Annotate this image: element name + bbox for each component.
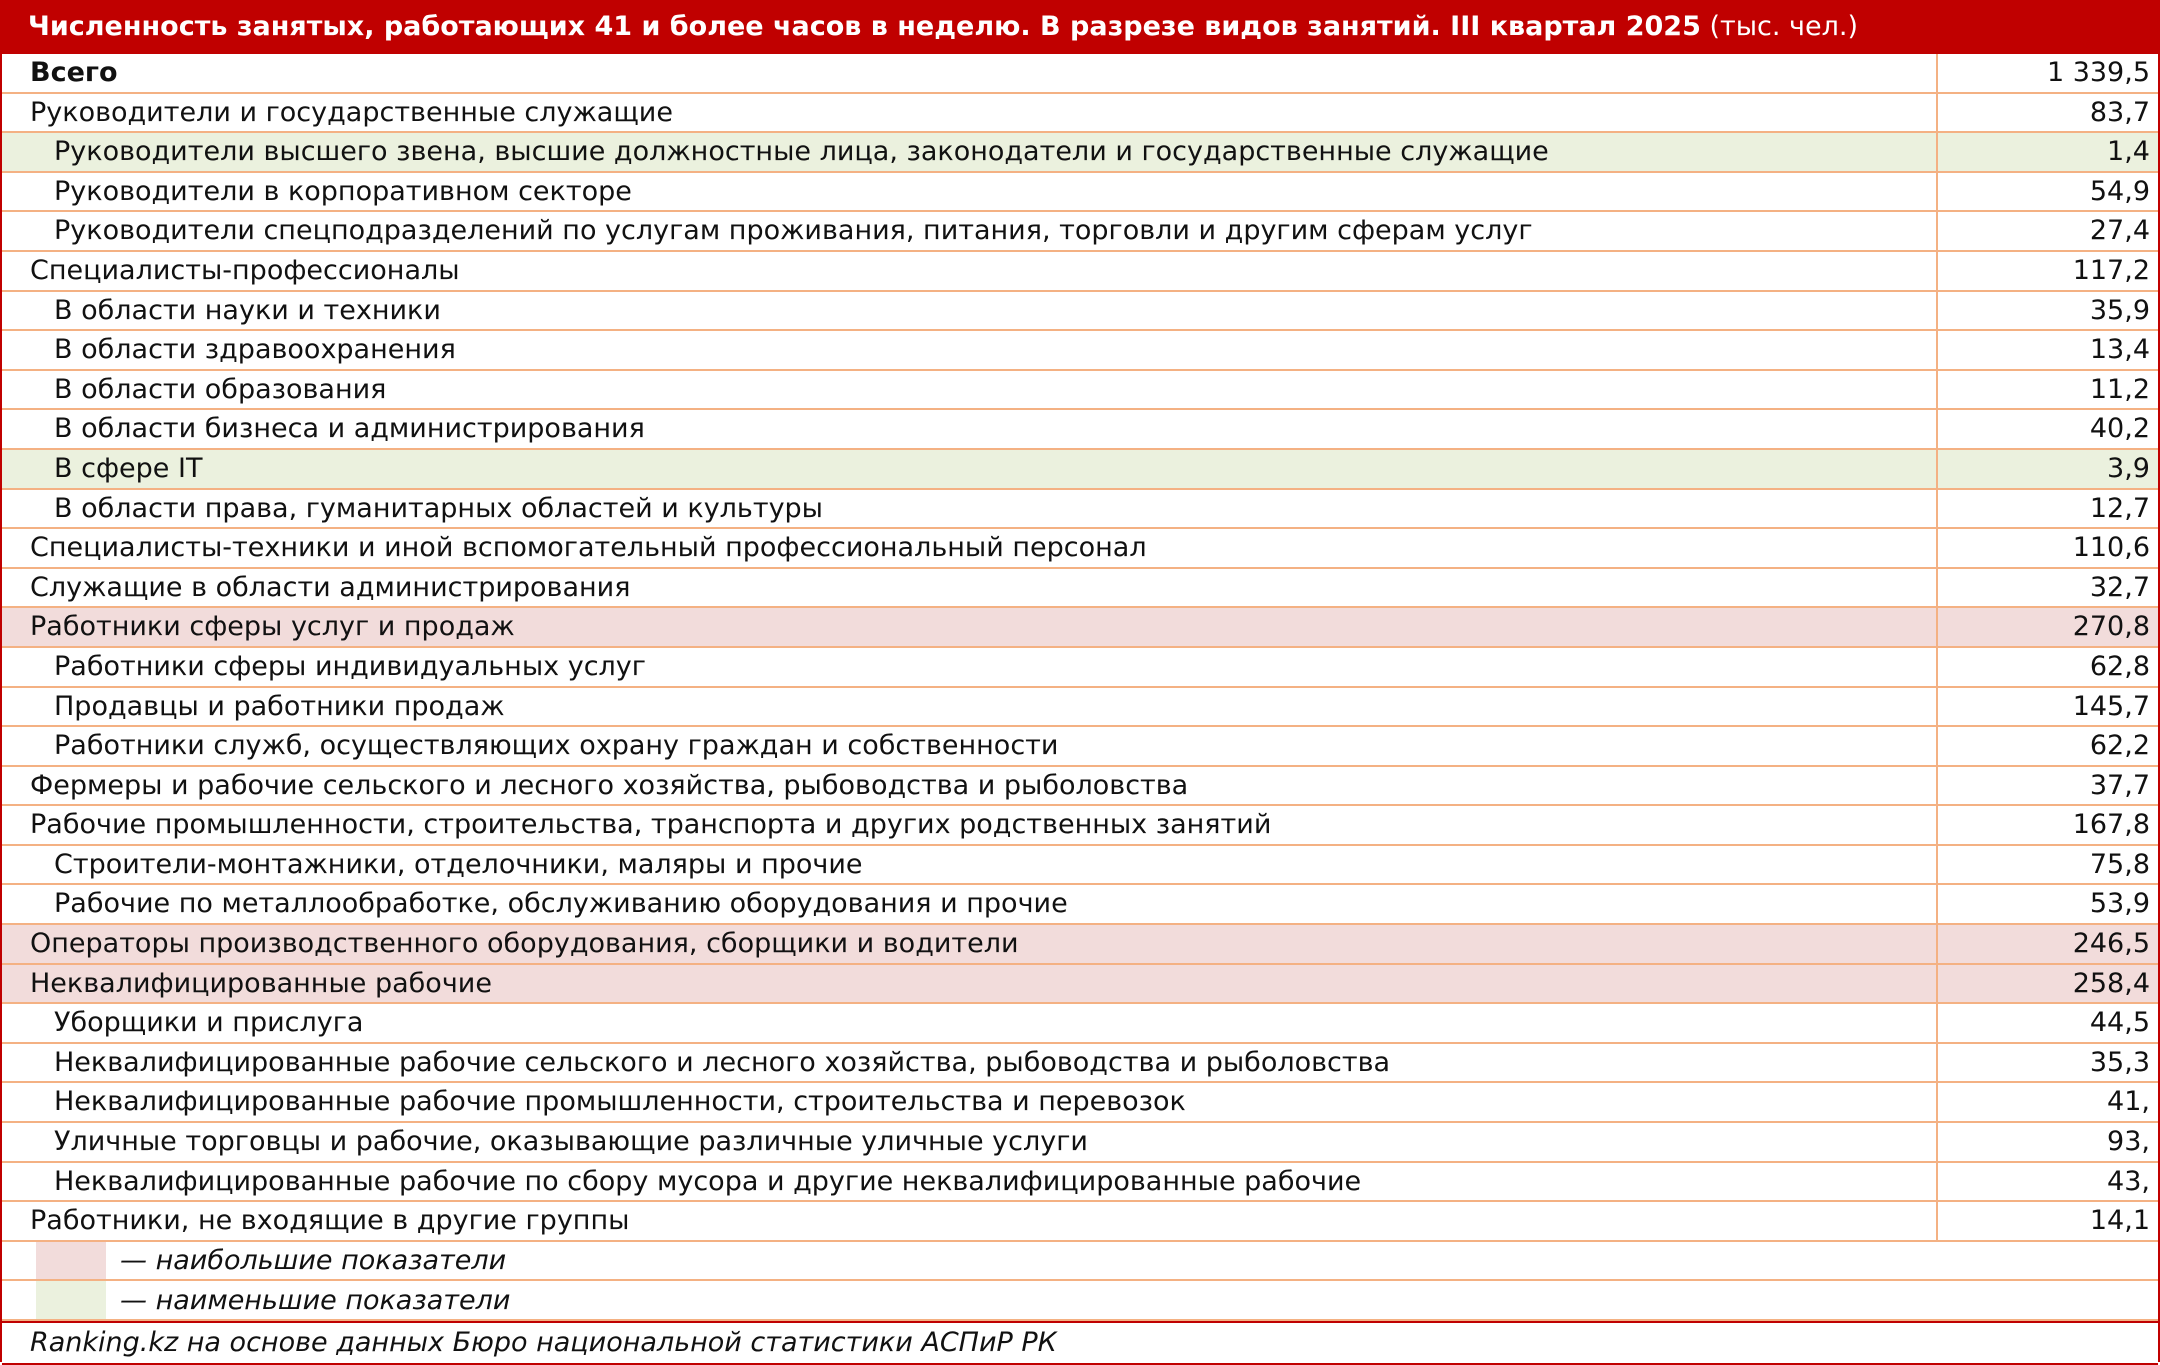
table-row bbox=[2, 529, 2158, 569]
row-label: Руководители спецподразделений по услугам проживания, питания, торговли и другим сферам услуг bbox=[2, 212, 1938, 250]
table-row bbox=[2, 846, 2158, 886]
table-row bbox=[2, 94, 2158, 134]
legend-max-text: — наибольшие показатели bbox=[120, 1245, 507, 1277]
legend-min-text: — наименьшие показатели bbox=[120, 1284, 511, 1316]
table-row bbox=[2, 965, 2158, 1005]
table-row bbox=[2, 727, 2158, 767]
table-row bbox=[2, 212, 2158, 252]
table-row bbox=[2, 925, 2158, 965]
row-value: 270,8 bbox=[2072, 611, 2150, 643]
row-value: 35,3 bbox=[2089, 1046, 2150, 1078]
table-row bbox=[2, 133, 2158, 173]
row-label: Всего bbox=[2, 54, 1938, 92]
row-label: Неквалифицированные рабочие bbox=[2, 965, 1938, 1003]
row-label: Рабочие по металлообработке, обслуживанию оборудования и прочие bbox=[2, 885, 1938, 923]
row-value: 62,8 bbox=[2089, 650, 2150, 682]
row-value: 40,2 bbox=[2089, 413, 2150, 445]
table-row bbox=[2, 490, 2158, 530]
source-note: Ranking.kz на основе данных Бюро национальной статистики АСПиР РК bbox=[2, 1321, 2158, 1365]
row-label: Фермеры и рабочие сельского и лесного хозяйства, рыбоводства и рыболовства bbox=[2, 767, 1938, 805]
row-label: В области права, гуманитарных областей и культуры bbox=[2, 490, 1938, 528]
row-label: Строители-монтажники, отделочники, маляры и прочие bbox=[2, 846, 1938, 884]
row-label: Продавцы и работники продаж bbox=[2, 688, 1938, 726]
row-value: 75,8 bbox=[2089, 848, 2150, 880]
row-value: 258,4 bbox=[2072, 967, 2150, 999]
table-row bbox=[2, 1044, 2158, 1084]
table-row bbox=[2, 688, 2158, 728]
row-value: 145,7 bbox=[2072, 690, 2150, 722]
row-value: 14,1 bbox=[2089, 1205, 2150, 1237]
row-value: 62,2 bbox=[2089, 730, 2150, 762]
row-value: 83,7 bbox=[2089, 96, 2150, 128]
legend-max-swatch bbox=[36, 1242, 106, 1280]
row-label: В сфере IT bbox=[2, 450, 1938, 488]
table-row bbox=[2, 806, 2158, 846]
row-label: Руководители высшего звена, высшие должностные лица, законодатели и государственные служащие bbox=[2, 133, 1938, 171]
table-row bbox=[2, 450, 2158, 490]
table-row bbox=[2, 885, 2158, 925]
row-label: В области науки и техники bbox=[2, 292, 1938, 330]
table-row bbox=[2, 252, 2158, 292]
row-value: 44,5 bbox=[2089, 1007, 2150, 1039]
table-row bbox=[2, 410, 2158, 450]
row-label: Уличные торговцы и рабочие, оказывающие различные уличные услуги bbox=[2, 1123, 1938, 1161]
table-row bbox=[2, 648, 2158, 688]
row-value: 1 339,5 bbox=[2046, 57, 2150, 88]
row-value: 246,5 bbox=[2072, 928, 2150, 960]
row-value: 54,9 bbox=[2089, 175, 2150, 207]
row-label: В области здравоохранения bbox=[2, 331, 1938, 369]
table-row bbox=[2, 1004, 2158, 1044]
table-unit: (тыс. чел.) bbox=[1709, 11, 1858, 42]
row-value: 43, bbox=[2107, 1165, 2150, 1197]
row-label: Работники сферы индивидуальных услуг bbox=[2, 648, 1938, 686]
row-label: Работники служб, осуществляющих охрану граждан и собственности bbox=[2, 727, 1938, 765]
row-label: Работники, не входящие в другие группы bbox=[2, 1202, 1938, 1240]
table-title-bar bbox=[2, 0, 2158, 54]
row-label: Рабочие промышленности, строительства, транспорта и других родственных занятий bbox=[2, 806, 1938, 844]
row-value: 37,7 bbox=[2089, 769, 2150, 801]
row-label: Служащие в области администрирования bbox=[2, 569, 1938, 607]
row-label: Специалисты-профессионалы bbox=[2, 252, 1938, 290]
table-row bbox=[2, 1083, 2158, 1123]
row-label: Операторы производственного оборудования, сборщики и водители bbox=[2, 925, 1938, 963]
row-value: 1,4 bbox=[2107, 136, 2150, 168]
row-value: 110,6 bbox=[2072, 532, 2150, 564]
row-value: 13,4 bbox=[2089, 334, 2150, 366]
table-row bbox=[2, 331, 2158, 371]
row-label: В области образования bbox=[2, 371, 1938, 409]
row-value: 12,7 bbox=[2089, 492, 2150, 524]
table-row bbox=[2, 371, 2158, 411]
row-value: 167,8 bbox=[2072, 809, 2150, 841]
row-value: 11,2 bbox=[2089, 373, 2150, 405]
table-row bbox=[2, 54, 2158, 94]
row-value: 35,9 bbox=[2089, 294, 2150, 326]
row-label: Руководители в корпоративном секторе bbox=[2, 173, 1938, 211]
row-label: Неквалифицированные рабочие промышленности, строительства и перевозок bbox=[2, 1083, 1938, 1121]
row-value: 27,4 bbox=[2089, 215, 2150, 247]
row-label: Неквалифицированные рабочие по сбору мусора и другие неквалифицированные рабочие bbox=[2, 1163, 1938, 1201]
row-label: Работники сферы услуг и продаж bbox=[2, 608, 1938, 646]
row-label: Неквалифицированные рабочие сельского и лесного хозяйства, рыбоводства и рыболовства bbox=[2, 1044, 1938, 1082]
table-row bbox=[2, 1202, 2158, 1242]
row-value: 41, bbox=[2107, 1086, 2150, 1118]
table-row bbox=[2, 569, 2158, 609]
legend-min bbox=[2, 1281, 2158, 1321]
table-row bbox=[2, 767, 2158, 807]
table-row bbox=[2, 608, 2158, 648]
row-label: Уборщики и прислуга bbox=[2, 1004, 1938, 1042]
table-row bbox=[2, 173, 2158, 213]
row-value: 53,9 bbox=[2089, 888, 2150, 920]
row-value: 117,2 bbox=[2072, 254, 2150, 286]
row-value: 93, bbox=[2107, 1126, 2150, 1158]
legend-max bbox=[2, 1242, 2158, 1282]
row-value: 3,9 bbox=[2107, 452, 2150, 484]
table-row bbox=[2, 1163, 2158, 1203]
table-title: Численность занятых, работающих 41 и более часов в неделю. В разрезе видов занятий. III квартал 2025 bbox=[28, 11, 1701, 42]
row-value: 32,7 bbox=[2089, 571, 2150, 603]
table-row bbox=[2, 1123, 2158, 1163]
legend-min-swatch bbox=[36, 1281, 106, 1319]
table-row bbox=[2, 292, 2158, 332]
row-label: Специалисты-техники и иной вспомогательный профессиональный персонал bbox=[2, 529, 1938, 567]
table-body bbox=[2, 54, 2158, 1242]
row-label: В области бизнеса и администрирования bbox=[2, 410, 1938, 448]
row-label: Руководители и государственные служащие bbox=[2, 94, 1938, 132]
